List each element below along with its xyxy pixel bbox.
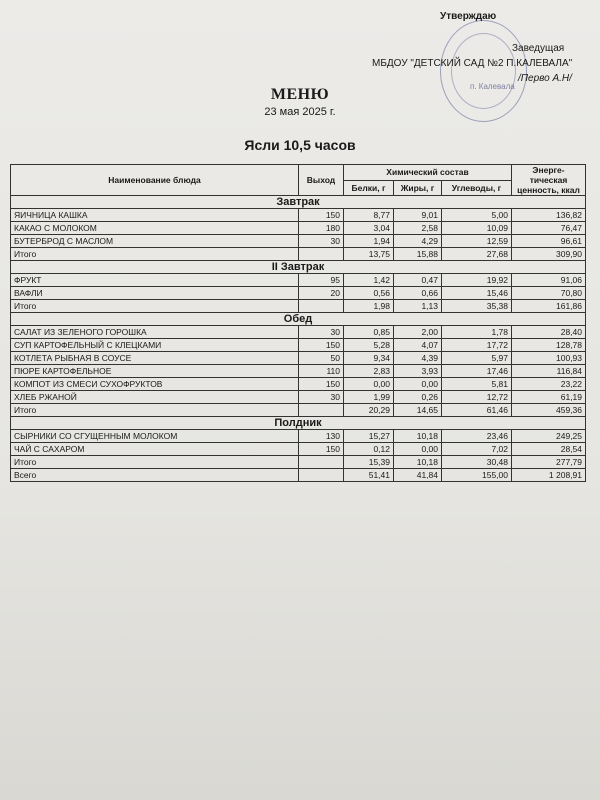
subtotal-row [11,404,586,417]
cell-value: 1,98 [344,300,394,313]
cell-name: ЯИЧНИЦА КАШКА [11,209,299,222]
cell-value: 23,46 [442,430,512,443]
cell-name: ВАФЛИ [11,287,299,300]
cell-value: 150 [299,443,344,456]
cell-value: 30,48 [442,456,512,469]
cell-value [299,248,344,261]
section-title: Обед [11,313,586,326]
cell-value: 15,27 [344,430,394,443]
cell-name: Итого [11,456,299,469]
cell-value: 30 [299,326,344,339]
subtotal-row [11,248,586,261]
cell-value [299,300,344,313]
cell-value: 19,92 [442,274,512,287]
cell-value: 5,00 [442,209,512,222]
cell-value: 13,75 [344,248,394,261]
cell-value: 9,34 [344,352,394,365]
dish-row [11,365,586,378]
cell-value: 5,97 [442,352,512,365]
dish-row [11,430,586,443]
page-title: МЕНЮ [270,86,330,103]
dish-row [11,209,586,222]
cell-value [299,469,344,482]
cell-value: 1,94 [344,235,394,248]
cell-value: 4,39 [394,352,442,365]
cell-name: БУТЕРБРОД С МАСЛОМ [11,235,299,248]
cell-value: 459,36 [512,404,586,417]
cell-value: 150 [299,378,344,391]
cell-value: 50 [299,352,344,365]
section-title: II Завтрак [11,261,586,274]
cell-value: 1,99 [344,391,394,404]
cell-value: 51,41 [344,469,394,482]
cell-value: 0,00 [344,378,394,391]
cell-value: 161,86 [512,300,586,313]
section-title: Полдник [11,417,586,430]
cell-name: КАКАО С МОЛОКОМ [11,222,299,235]
dish-row [11,222,586,235]
section-header-row [11,196,586,209]
cell-value: 3,93 [394,365,442,378]
cell-name: ПЮРЕ КАРТОФЕЛЬНОЕ [11,365,299,378]
cell-value: 110 [299,365,344,378]
cell-value: 1 208,91 [512,469,586,482]
cell-value: 70,80 [512,287,586,300]
cell-value: 17,46 [442,365,512,378]
cell-value: 3,04 [344,222,394,235]
cell-name: Итого [11,248,299,261]
cell-value: 76,47 [512,222,586,235]
cell-value: 61,46 [442,404,512,417]
cell-value: 277,79 [512,456,586,469]
dish-row [11,339,586,352]
subtotal-row [11,300,586,313]
dish-row [11,235,586,248]
cell-value: 309,90 [512,248,586,261]
cell-value: 14,65 [394,404,442,417]
cell-value: 1,13 [394,300,442,313]
header-protein: Белки, г [344,180,394,196]
cell-name: ФРУКТ [11,274,299,287]
cell-value: 10,18 [394,430,442,443]
cell-value: 91,06 [512,274,586,287]
header-fat: Жиры, г [394,180,442,196]
menu-date: 23 мая 2025 г. [264,106,336,118]
organization-name: МБДОУ "ДЕТСКИЙ САД №2 П.КАЛЕВАЛА" [372,58,573,69]
cell-value: 20 [299,287,344,300]
cell-value: 12,72 [442,391,512,404]
cell-name: КОТЛЕТА РЫБНАЯ В СОУСЕ [11,352,299,365]
cell-value: 15,88 [394,248,442,261]
header-name: Наименование блюда [11,165,299,196]
approve-label: Утверждаю [440,11,497,22]
group-title: Ясли 10,5 часов [244,137,356,153]
header-output: Выход [299,165,344,196]
cell-value: 0,26 [394,391,442,404]
cell-value: 15,39 [344,456,394,469]
cell-value: 5,81 [442,378,512,391]
cell-name: СУП КАРТОФЕЛЬНЫЙ С КЛЕЦКАМИ [11,339,299,352]
cell-value: 23,22 [512,378,586,391]
cell-name: Всего [11,469,299,482]
stamp-text: п. Калевала [470,82,515,91]
cell-value: 2,83 [344,365,394,378]
header-carbs: Углеводы, г [442,180,512,196]
cell-value: 0,00 [394,443,442,456]
cell-value: 4,29 [394,235,442,248]
cell-name: ХЛЕБ РЖАНОЙ [11,391,299,404]
subtotal-row [11,456,586,469]
cell-value: 20,29 [344,404,394,417]
cell-value [299,404,344,417]
cell-name: КОМПОТ ИЗ СМЕСИ СУХОФРУКТОВ [11,378,299,391]
cell-value: 10,09 [442,222,512,235]
cell-value: 27,68 [442,248,512,261]
dish-row [11,391,586,404]
cell-value: 2,58 [394,222,442,235]
cell-value: 0,47 [394,274,442,287]
section-header-row [11,261,586,274]
section-header-row [11,313,586,326]
approver-position: Заведущая [512,43,565,54]
cell-value: 1,42 [344,274,394,287]
cell-value: 12,59 [442,235,512,248]
cell-value: 61,19 [512,391,586,404]
cell-value: 8,77 [344,209,394,222]
dish-row [11,443,586,456]
cell-name: Итого [11,300,299,313]
cell-value [299,456,344,469]
cell-value: 15,46 [442,287,512,300]
cell-name: Итого [11,404,299,417]
cell-value: 128,78 [512,339,586,352]
cell-value: 2,00 [394,326,442,339]
cell-value: 180 [299,222,344,235]
dish-row [11,274,586,287]
cell-value: 95 [299,274,344,287]
cell-name: ЧАЙ С САХАРОМ [11,443,299,456]
signer-name: /Перво А.Н/ [518,73,572,84]
cell-value: 7,02 [442,443,512,456]
cell-value: 41,84 [394,469,442,482]
cell-name: САЛАТ ИЗ ЗЕЛЕНОГО ГОРОШКА [11,326,299,339]
cell-value: 0,66 [394,287,442,300]
cell-value: 35,38 [442,300,512,313]
cell-name: СЫРНИКИ СО СГУЩЕННЫМ МОЛОКОМ [11,430,299,443]
cell-value: 4,07 [394,339,442,352]
cell-value: 0,85 [344,326,394,339]
cell-value: 150 [299,339,344,352]
cell-value: 28,40 [512,326,586,339]
header-energy: Энерге-тическая ценность, ккал [512,165,586,196]
cell-value: 0,00 [394,378,442,391]
dish-row [11,326,586,339]
cell-value: 130 [299,430,344,443]
cell-value: 17,72 [442,339,512,352]
cell-value: 10,18 [394,456,442,469]
cell-value: 0,12 [344,443,394,456]
grand-total-row [11,469,586,482]
section-title: Завтрак [11,196,586,209]
cell-value: 100,93 [512,352,586,365]
cell-value: 9,01 [394,209,442,222]
cell-value: 150 [299,209,344,222]
section-header-row [11,417,586,430]
cell-value: 116,84 [512,365,586,378]
cell-value: 28,54 [512,443,586,456]
dish-row [11,287,586,300]
cell-value: 96,61 [512,235,586,248]
cell-value: 155,00 [442,469,512,482]
cell-value: 30 [299,391,344,404]
cell-value: 136,82 [512,209,586,222]
menu-table [10,164,586,482]
dish-row [11,378,586,391]
menu-table-body [11,196,586,482]
cell-value: 249,25 [512,430,586,443]
cell-value: 30 [299,235,344,248]
header-chemical: Химический состав [344,165,512,181]
cell-value: 0,56 [344,287,394,300]
dish-row [11,352,586,365]
cell-value: 5,28 [344,339,394,352]
cell-value: 1,78 [442,326,512,339]
